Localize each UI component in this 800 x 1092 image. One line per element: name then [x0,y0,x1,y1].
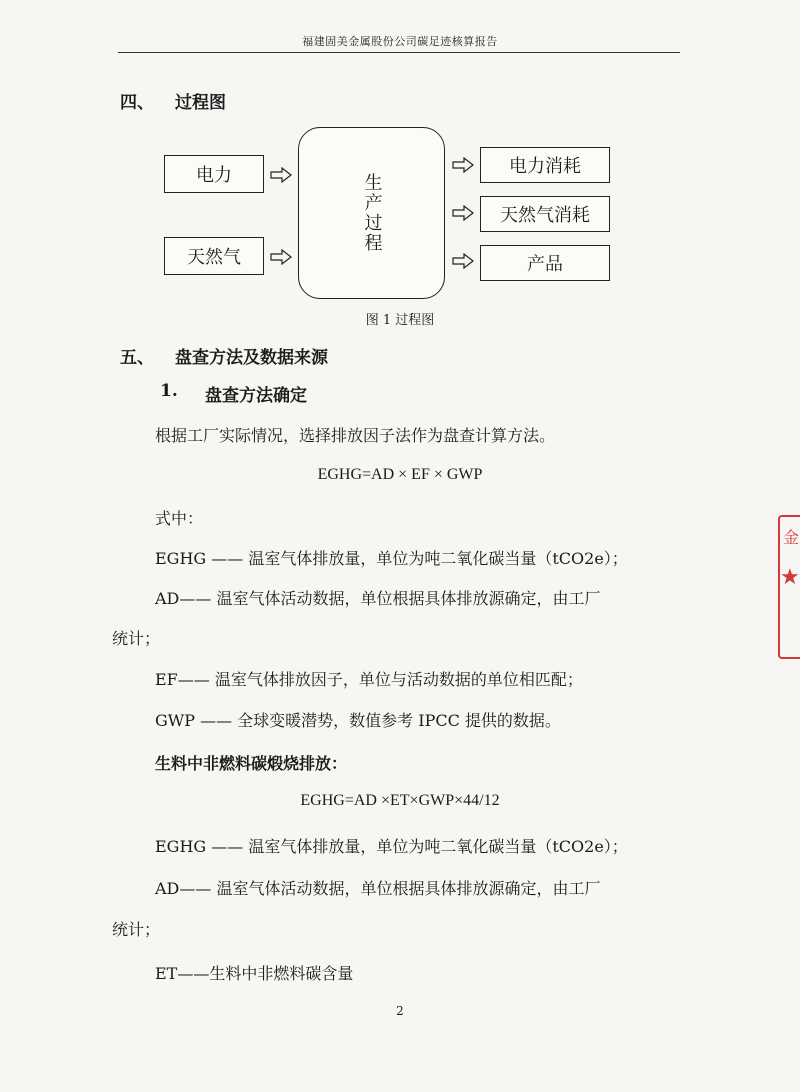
definition-eghg-2: EGHG —— 温室气体排放量，单位为吨二氧化碳当量（tCO2e）； [155,837,628,856]
paragraph-method: 根据工厂实际情况，选择排放因子法作为盘查计算方法。 [155,426,556,445]
red-seal-char: 金 [783,528,800,547]
subsection1-number: 1. [160,381,178,401]
input-box-natural-gas: 天然气 [164,237,264,275]
definition-ad-2-continued: 统计； [112,920,161,939]
page-number: 2 [396,1004,404,1018]
where-label: 式中： [155,509,204,528]
arrow-right-icon [452,253,474,269]
input-box-electricity: 电力 [164,155,264,193]
output-box-product: 产品 [480,245,610,281]
arrow-right-icon [270,167,292,183]
formula-1: EGHG=AD × EF × GWP [317,466,483,483]
output-box-gas-consumption: 天然气消耗 [480,196,610,232]
definition-et: ET——生料中非燃料碳含量 [155,964,354,983]
process-box [298,127,445,299]
definition-ef: EF—— 温室气体排放因子，单位与活动数据的单位相匹配； [155,670,583,689]
header-rule [118,52,680,53]
section4-title: 过程图 [175,93,226,113]
header-title: 福建固美金属股份公司碳足迹核算报告 [302,35,498,48]
definition-gwp: GWP —— 全球变暖潜势，数值参考 IPCC 提供的数据。 [155,711,561,730]
arrow-right-icon [270,249,292,265]
arrow-right-icon [452,205,474,221]
section5-number: 五、 [120,348,154,368]
subsection1-title: 盘查方法确定 [205,386,307,406]
section4-number: 四、 [120,93,154,113]
definition-ad-continued: 统计； [112,629,161,648]
seal-star-icon: ★ [780,565,800,590]
definition-ad-2: AD—— 温室气体活动数据，单位根据具体排放源确定，由工厂 [155,879,601,898]
process-label: 生产过程 [361,173,383,253]
section5-title: 盘查方法及数据来源 [175,348,328,368]
formula-2: EGHG=AD ×ET×GWP×44/12 [300,792,500,809]
output-box-electricity-consumption: 电力消耗 [480,147,610,183]
subheading-calcination: 生料中非燃料碳煅烧排放： [155,754,348,773]
definition-eghg: EGHG —— 温室气体排放量，单位为吨二氧化碳当量（tCO2e）； [155,549,628,568]
figure-caption: 图 1 过程图 [365,313,435,328]
arrow-right-icon [452,157,474,173]
definition-ad: AD—— 温室气体活动数据，单位根据具体排放源确定，由工厂 [155,589,601,608]
